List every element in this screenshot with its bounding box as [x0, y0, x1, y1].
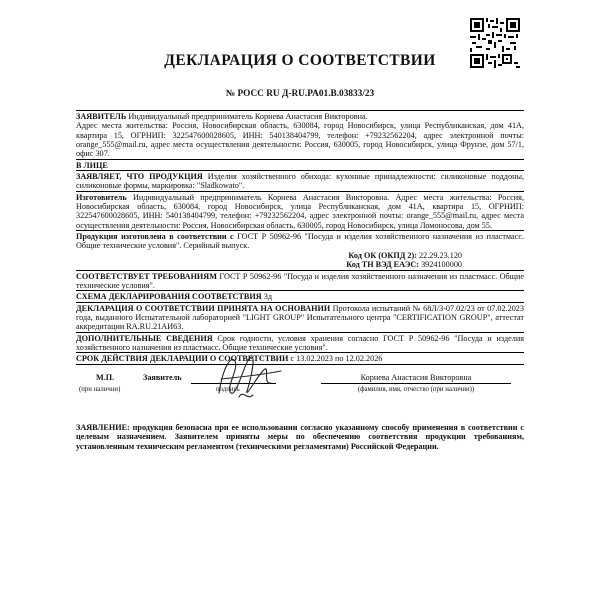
declaration-body [76, 110, 524, 451]
manufacturer-text: Индивидуальный предприниматель Корнева Анастасия Викторовна. Адрес места жительства: Россия, Новосибирская область, 630084, город Новосибирск, улица Республиканская, дом 41А, квартира 15, ОГРНИП: 322547600028605, ИНН: 540138404799, телефон: +79232562204, адрес электронной почты: orange_555@mail.ru, адрес места осуществления деятельности: Россия, Новосибирская область, 630005, город Новосибирск, улица Ломоносова, дом 55. [76, 192, 524, 230]
complies-text: ГОСТ Р 50962-96 "Посуда и изделия хозяйственного назначения из пластмасс. Общие технические условия". [76, 271, 524, 290]
name-note: (фамилия, имя, отчество (при наличии)) [357, 385, 475, 393]
applicant-name: Индивидуальный предприниматель Корнева Анастасия Викторовна. [126, 112, 368, 121]
produced-section [76, 230, 524, 269]
validity-to: 12.02.2026 [345, 354, 383, 364]
declares-label: ЗАЯВЛЯЕТ, ЧТО ПРОДУКЦИЯ [76, 172, 203, 182]
basis-text: Протокола испытаний № 68Л/3-07.02/23 от 07.02.2023 года, выданного Испытательной лабораторией "LIGHT GROUP" Испытательного центра "CERTIFICATION GROUP", аттестат аккредитации RA.RU.21AИ63. [76, 303, 524, 332]
manufacturer-label: Изготовитель [76, 192, 127, 202]
in-person-label: В ЛИЦЕ [76, 159, 524, 170]
stamp-label: М.П. [96, 372, 115, 382]
validity-from: 13.02.2023 [296, 354, 333, 364]
document-title: ДЕКЛАРАЦИЯ О СООТВЕТСТВИИ [164, 52, 436, 69]
additional-section [76, 332, 524, 353]
code-tnved: Код ТН ВЭД ЕАЭС: 3924100000 [346, 260, 462, 270]
applicant-details: Адрес места жительства: Россия, Новосибирская область, 630084, город Новосибирск, улица Республиканская, дом 41А, квартира 15, ОГРНИП: 322547600028605, ИНН: 540138404799, телефон: +79232562204, адрес электронной почты: orange_555@mail.ru, адрес места осуществления деятельности: Россия, 630005, город Новосибирск, улица Фрунзе, дом 57/1, офис 307. [76, 121, 524, 159]
qr-code-icon [470, 18, 520, 68]
signer-role: Заявитель [143, 372, 182, 382]
declares-section [76, 170, 524, 191]
product-codes [76, 251, 524, 270]
signer-name: Корнева Анастасия Викторовна [360, 372, 472, 382]
validity-section: СРОК ДЕЙСТВИЯ ДЕКЛАРАЦИИ О СООТВЕТСТВИИ с 13.02.2023 по 12.02.2026 [76, 352, 524, 364]
additional-text: Срок годности, условия хранения согласно ГОСТ Р 50962-96 "Посуда и изделия хозяйственного назначения из пластмасс. Общие технические условия". [76, 333, 524, 352]
basis-label: ДЕКЛАРАЦИЯ О СООТВЕТСТВИИ ПРИНЯТА НА ОСНОВАНИИ [76, 303, 331, 313]
signature-row [76, 373, 524, 407]
basis-section [76, 302, 524, 332]
safety-statement: ЗАЯВЛЕНИЕ: продукция безопасна при ее использовании согласно указанному способу применения в соответствии с целевым назначением. Заявителем приняты меры по обеспечению соответствия продукции требованиям, установленным техническим регламентом (техническими регламентами) Российской Федерации. [76, 422, 524, 451]
produced-text: ГОСТ Р 50962-96 "Посуда и изделия хозяйственного назначения из пластмасс. Общие технические условия". Серийный выпуск. [76, 232, 524, 251]
complies-label: СООТВЕТСТВУЕТ ТРЕБОВАНИЯМ [76, 271, 217, 281]
code-okpd: Код ОК (ОКПД 2): 22.29.23.120 [348, 250, 462, 260]
stamp-note: (при наличии) [79, 385, 121, 393]
validity-label: СРОК ДЕЙСТВИЯ ДЕКЛАРАЦИИ О СООТВЕТСТВИИ [76, 354, 289, 364]
applicant-section [76, 110, 524, 159]
manufacturer-section [76, 191, 524, 230]
produced-label: Продукция изготовлена в соответствии с [76, 232, 234, 242]
complies-section [76, 270, 524, 291]
handwritten-signature-icon [201, 349, 291, 409]
scheme-value: 3д [261, 292, 272, 302]
declaration-number: № РОСС RU Д-RU.PA01.B.03833/23 [225, 89, 375, 99]
scheme-label: СХЕМА ДЕКЛАРИРОВАНИЯ СООТВЕТСТВИЯ [76, 292, 262, 302]
name-line [321, 383, 511, 384]
signature-note: подпись [216, 385, 240, 393]
additional-label: ДОПОЛНИТЕЛЬНЫЕ СВЕДЕНИЯ [76, 333, 213, 343]
scheme-section [76, 290, 524, 301]
applicant-label: ЗАЯВИТЕЛЬ [76, 112, 127, 121]
declares-text: Изделия хозяйственного обихода: кухонные принадлежности: силиконовые поддоны, силиконовые формы, маркировка: "Sladkowato". [76, 172, 524, 191]
